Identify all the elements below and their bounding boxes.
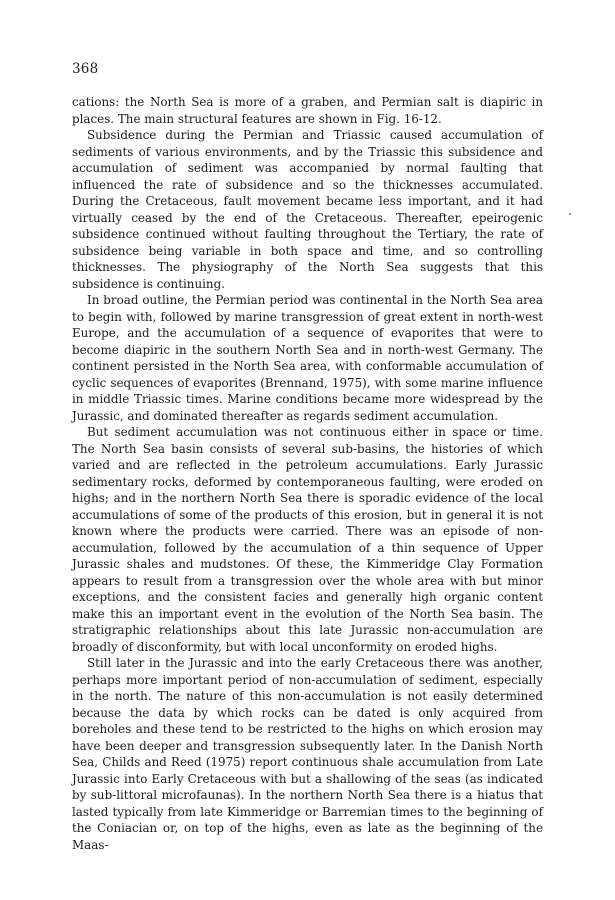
paragraph: But sediment accumulation was not continuous either in space or time. The North Sea basin consists of several sub-basins, the histories of which varied and are reflected in the petroleum accumulations. Early Jurassic sedimentary rocks, deformed by contemporaneous faulting, were eroded on highs; and in the northern North Sea there is sporadic evidence of the local accumulations of some of the products of this erosion, but in general it is not known where the products were carried. There was an episode of non-accumulation, followed by the accumulation of a thin sequence of Upper Jurassic shales and mudstones. Of these, the Kimmeridge Clay Formation appears to result from a transgression over the whole area with but minor exceptions, and the consistent facies and generally high organic content make this an important event in the evolution of the North Sea basin. The stratigraphic relationships about this late Jurassic non-accumulation are broadly of disconformity, but with local unconformity on eroded highs. [72, 425, 543, 654]
paragraph: Subsidence during the Permian and Triassic caused accumulation of sediments of various environments, and by the Triassic this subsidence and accumulation of sediment was accompanied by normal faulting that influenced the rate of subsidence and so the thicknesses accumulated. During the Cretaceous, fault movement became less important, and it had virtually ceased by the end of the Cretaceous. Thereafter, epeirogenic subsidence continued without faulting throughout the Tertiary, the rate of subsidence being variable in both space and time, and so controlling thicknesses. The physiography of the North Sea suggests that this subsidence is continuing. [72, 128, 543, 291]
scan-speck [569, 213, 571, 215]
body-text [72, 94, 543, 853]
paragraph: cations: the North Sea is more of a graben, and Permian salt is diapiric in places. The main structural features are shown in Fig. 16-12. [72, 95, 543, 126]
paragraph: Still later in the Jurassic and into the early Cretaceous there was another, perhaps more important period of non-accumulation of sediment, especially in the north. The nature of this non-accumulation is not easily determined because the data by which rocks can be dated is only acquired from boreholes and these tend to be restricted to the highs on which erosion may have been deeper and transgression subsequently later. In the Danish North Sea, Childs and Reed (1975) report continuous shale accumulation from Late Jurassic into Early Cretaceous with but a shallowing of the seas (as indicated by sub-littoral microfaunas). In the northern North Sea there is a hiatus that lasted typically from late Kimmeridge or Barremian times to the beginning of the Coniacian or, on top of the highs, even as late as the beginning of the Maas- [72, 656, 543, 852]
paragraph: In broad outline, the Permian period was continental in the North Sea area to begin with, followed by marine transgression of great extent in north-west Europe, and the accumulation of a sequence of evaporites that were to become diapiric in the southern North Sea and in north-west Germany. The continent persisted in the North Sea area, with conformable accumulation of cyclic sequences of evaporites (Brennand, 1975), with some marine influence in middle Triassic times. Marine conditions became more widespread by the Jurassic, and dominated thereafter as regards sediment accumulation. [72, 293, 543, 423]
page-number: 368 [72, 61, 99, 77]
